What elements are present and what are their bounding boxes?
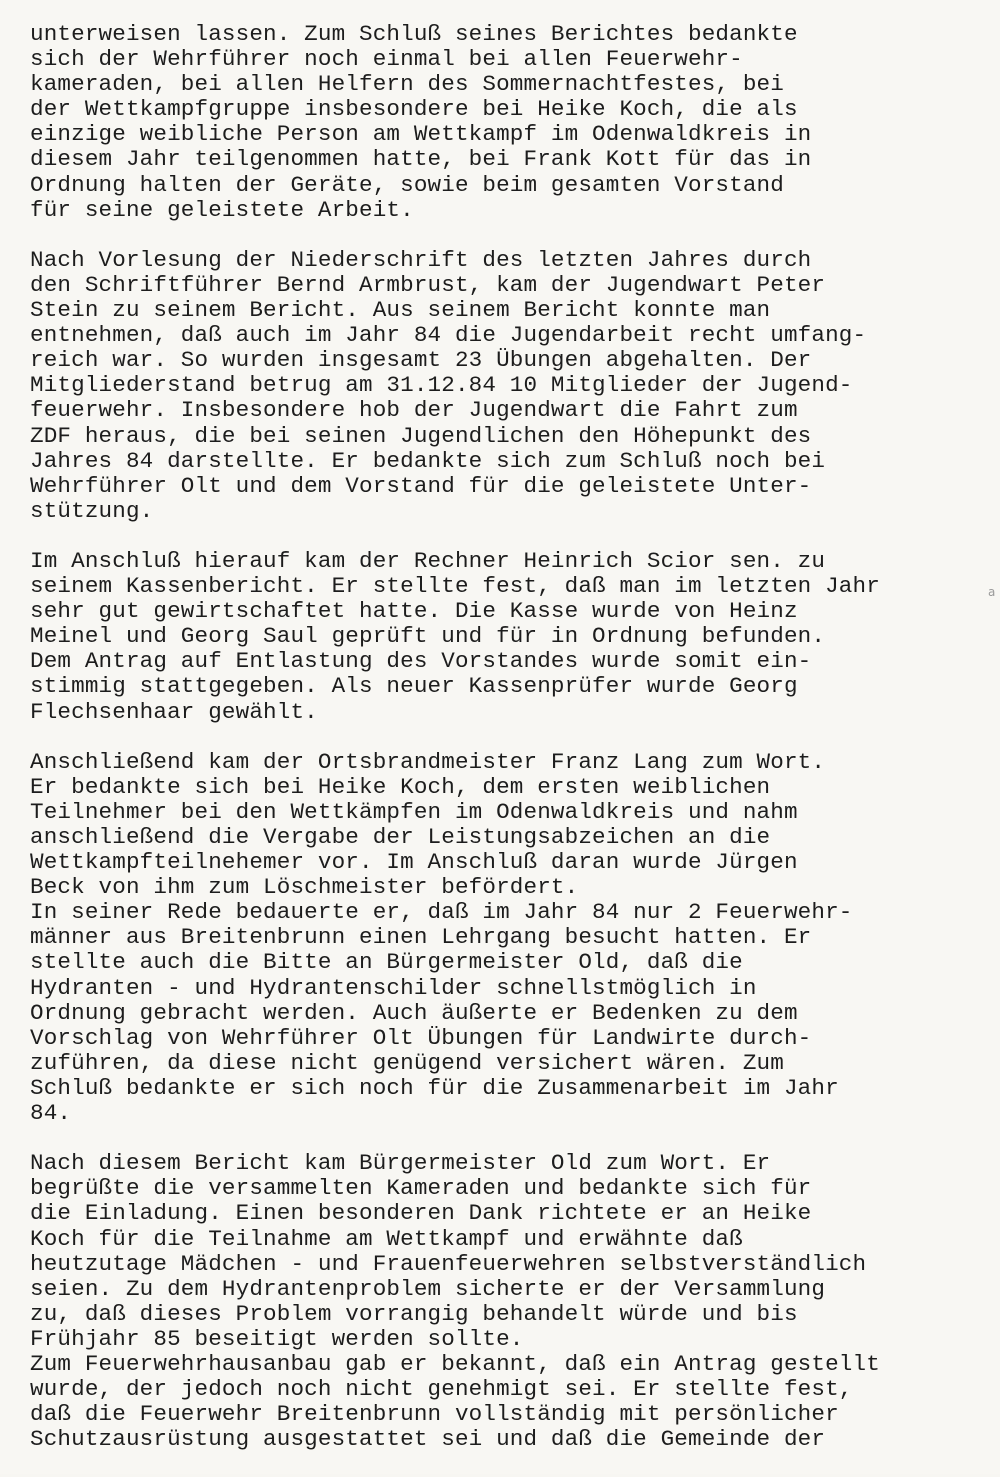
text-line: sich der Wehrführer noch einmal bei allen Feuerwehr-	[30, 46, 743, 73]
text-line: Im Anschluß hierauf kam der Rechner Heinrich Scior sen. zu	[30, 547, 826, 574]
text-line: Ordnung gebracht werden. Auch äußerte er Bedenken zu dem	[30, 999, 798, 1026]
text-line: Hydranten - und Hydrantenschilder schnellstmöglich in	[30, 974, 757, 1001]
text-line: wurde, der jedoch noch nicht genehmigt sei. Er stellte fest,	[30, 1376, 853, 1403]
text-line: Wettkampfteilnehemer vor. Im Anschluß daran wurde Jürgen	[30, 849, 798, 876]
paragraph	[30, 1151, 990, 1452]
text-line: stützung.	[30, 497, 154, 524]
text-line: seinem Kassenbericht. Er stellte fest, daß man im letzten Jahr	[30, 573, 880, 600]
text-line: den Schriftführer Bernd Armbrust, kam der Jugendwart Peter	[30, 271, 826, 298]
text-line: Teilnehmer bei den Wettkämpfen im Odenwaldkreis und nahm	[30, 798, 798, 825]
text-line: Stein zu seinem Bericht. Aus seinem Bericht konnte man	[30, 297, 771, 324]
text-line: Zum Feuerwehrhausanbau gab er bekannt, daß ein Antrag gestellt	[30, 1350, 880, 1377]
text-line: Flechsenhaar gewählt.	[30, 698, 318, 725]
text-line: daß die Feuerwehr Breitenbrunn vollständig mit persönlicher	[30, 1401, 839, 1428]
paragraph	[30, 750, 990, 1126]
paragraph	[30, 248, 990, 524]
text-line: 84.	[30, 1100, 72, 1127]
text-line: zuführen, da diese nicht genügend versichert wären. Zum	[30, 1049, 784, 1076]
text-line: Vorschlag von Wehrführer Olt Übungen für Landwirte durch-	[30, 1024, 812, 1051]
text-line: Beck von ihm zum Löschmeister befördert.	[30, 874, 579, 901]
text-line: Nach Vorlesung der Niederschrift des letzten Jahres durch	[30, 246, 812, 273]
text-line: Er bedankte sich bei Heike Koch, dem ersten weiblichen	[30, 773, 771, 800]
text-line: kameraden, bei allen Helfern des Sommernachtfestes, bei	[30, 71, 784, 98]
text-line: Anschließend kam der Ortsbrandmeister Franz Lang zum Wort.	[30, 748, 826, 775]
text-line: seien. Zu dem Hydrantenproblem sicherte er der Versammlung	[30, 1275, 826, 1302]
margin-mark: a	[988, 585, 996, 599]
text-line: einzige weibliche Person am Wettkampf im Odenwaldkreis in	[30, 121, 812, 148]
text-line: Schluß bedankte er sich noch für die Zusammenarbeit im Jahr	[30, 1074, 839, 1101]
text-line: männer aus Breitenbrunn einen Lehrgang besucht hatten. Er	[30, 924, 812, 951]
paragraph	[30, 549, 990, 725]
text-line: die Einladung. Einen besonderen Dank richtete er an Heike	[30, 1200, 812, 1227]
text-line: anschließend die Vergabe der Leistungsabzeichen an die	[30, 824, 771, 850]
text-line: unterweisen lassen. Zum Schluß seines Berichtes bedankte	[30, 21, 798, 47]
text-line: reich war. So wurden insgesamt 23 Übungen abgehalten. Der	[30, 347, 812, 374]
text-line: diesem Jahr teilgenommen hatte, bei Frank Kott für das in	[30, 146, 812, 173]
text-line: feuerwehr. Insbesondere hob der Jugendwart die Fahrt zum	[30, 397, 798, 424]
text-line: Schutzausrüstung ausgestattet sei und daß die Gemeinde der	[30, 1426, 826, 1453]
text-line: Koch für die Teilnahme am Wettkampf und erwähnte daß	[30, 1225, 743, 1252]
text-line: Jahres 84 darstellte. Er bedankte sich zum Schluß noch bei	[30, 447, 826, 474]
text-line: stimmig stattgegeben. Als neuer Kassenprüfer wurde Georg	[30, 673, 798, 700]
text-line: stellte auch die Bitte an Bürgermeister Old, daß die	[30, 949, 743, 976]
text-line: Dem Antrag auf Entlastung des Vorstandes wurde somit ein-	[30, 648, 812, 675]
paragraph	[30, 22, 990, 223]
text-line: zu, daß dieses Problem vorrangig behandelt würde und bis	[30, 1300, 798, 1327]
text-line: der Wettkampfgruppe insbesondere bei Heike Koch, die als	[30, 96, 798, 123]
text-line: sehr gut gewirtschaftet hatte. Die Kasse wurde von Heinz	[30, 598, 798, 625]
text-line: Wehrführer Olt und dem Vorstand für die geleistete Unter-	[30, 472, 812, 499]
text-line: Mitgliederstand betrug am 31.12.84 10 Mitglieder der Jugend-	[30, 372, 853, 399]
text-line: entnehmen, daß auch im Jahr 84 die Jugendarbeit recht umfang-	[30, 322, 867, 349]
text-line: für seine geleistete Arbeit.	[30, 196, 414, 223]
document-body	[30, 22, 990, 1477]
text-line: heutzutage Mädchen - und Frauenfeuerwehren selbstverständlich	[30, 1250, 867, 1277]
text-line: Nach diesem Bericht kam Bürgermeister Old zum Wort. Er	[30, 1150, 771, 1177]
text-line: Meinel und Georg Saul geprüft und für in Ordnung befunden.	[30, 623, 826, 650]
text-line: In seiner Rede bedauerte er, daß im Jahr 84 nur 2 Feuerwehr-	[30, 899, 853, 926]
text-line: Ordnung halten der Geräte, sowie beim gesamten Vorstand	[30, 171, 784, 198]
text-line: ZDF heraus, die bei seinen Jugendlichen den Höhepunkt des	[30, 422, 812, 449]
text-line: Frühjahr 85 beseitigt werden sollte.	[30, 1325, 524, 1352]
text-line: begrüßte die versammelten Kameraden und bedankte sich für	[30, 1175, 812, 1202]
